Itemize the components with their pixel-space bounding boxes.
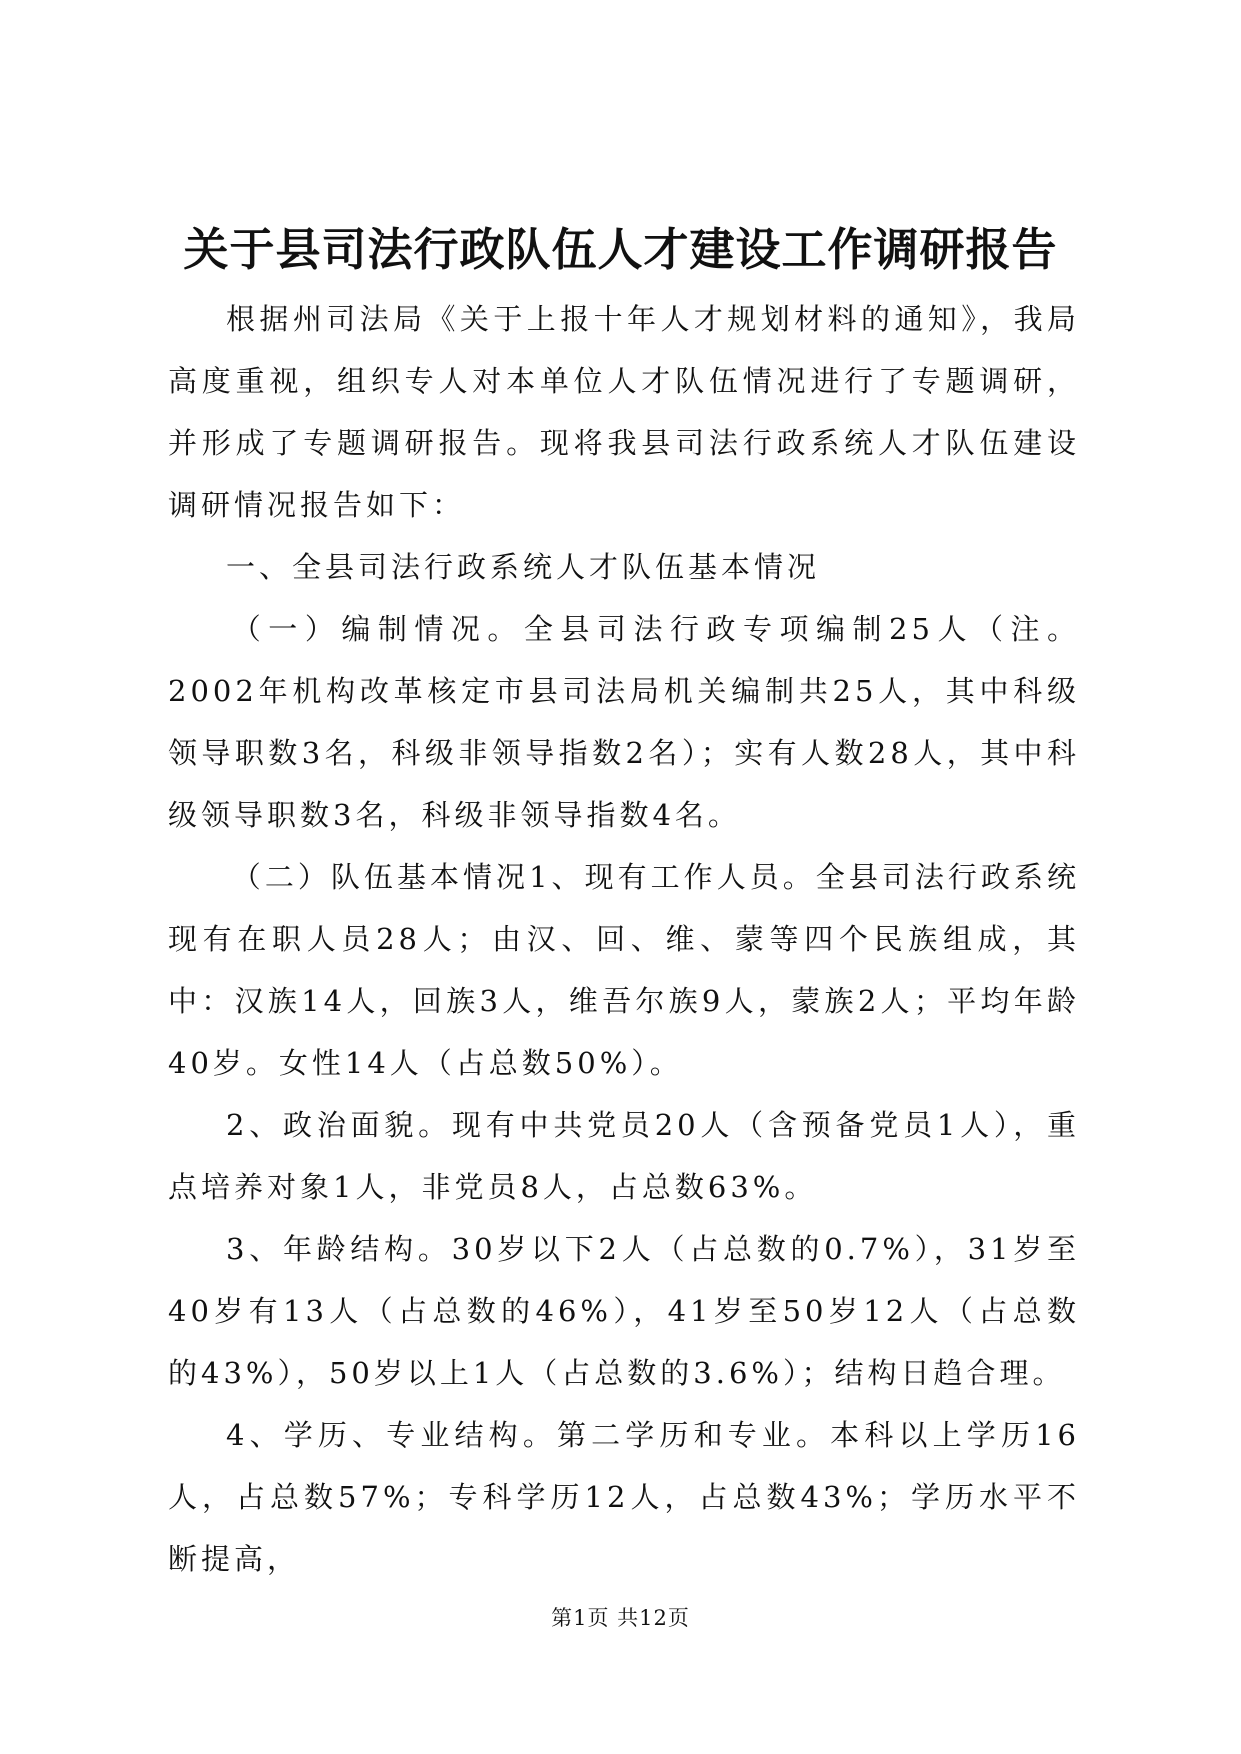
- paragraph-education: 4、学历、专业结构。第二学历和专业。本科以上学历16人，占总数57%；专科学历12人，占总数43%；学历水平不断提高，: [168, 1418, 1080, 1576]
- paragraph-age-structure: 3、年龄结构。30岁以下2人（占总数的0.7%），31岁至40岁有13人（占总数的46%），41岁至50岁12人（占总数的43%），50岁以上1人（占总数的3.6%）；结构日趋合理。: [168, 1232, 1080, 1390]
- page-number: 第1页 共12页: [551, 1606, 690, 1630]
- paragraph-staffing: （一）编制情况。全县司法行政专项编制25人（注。2002年机构改革核定市县司法局机关编制共25人，其中科级领导职数3名，科级非领导指数2名）；实有人数28人，其中科级领导职数3名，科级非领导指数4名。: [168, 612, 1080, 832]
- paragraph-team-basics: （二）队伍基本情况1、现有工作人员。全县司法行政系统现有在职人员28人；由汉、回、维、蒙等四个民族组成，其中：汉族14人，回族3人，维吾尔族9人，蒙族2人；平均年龄40岁。女性14人（占总数50%）。: [168, 860, 1080, 1080]
- document-body: [168, 288, 1080, 1590]
- paragraph-political-status: 2、政治面貌。现有中共党员20人（含预备党员1人），重点培养对象1人，非党员8人，占总数63%。: [168, 1108, 1080, 1204]
- paragraph-intro: 根据州司法局《关于上报十年人才规划材料的通知》，我局高度重视，组织专人对本单位人才队伍情况进行了专题调研，并形成了专题调研报告。现将我县司法行政系统人才队伍建设调研情况报告如下：: [168, 302, 1080, 522]
- section-heading-1: 一、全县司法行政系统人才队伍基本情况: [226, 550, 821, 584]
- document-title: 关于县司法行政队伍人才建设工作调研报告: [183, 223, 1058, 276]
